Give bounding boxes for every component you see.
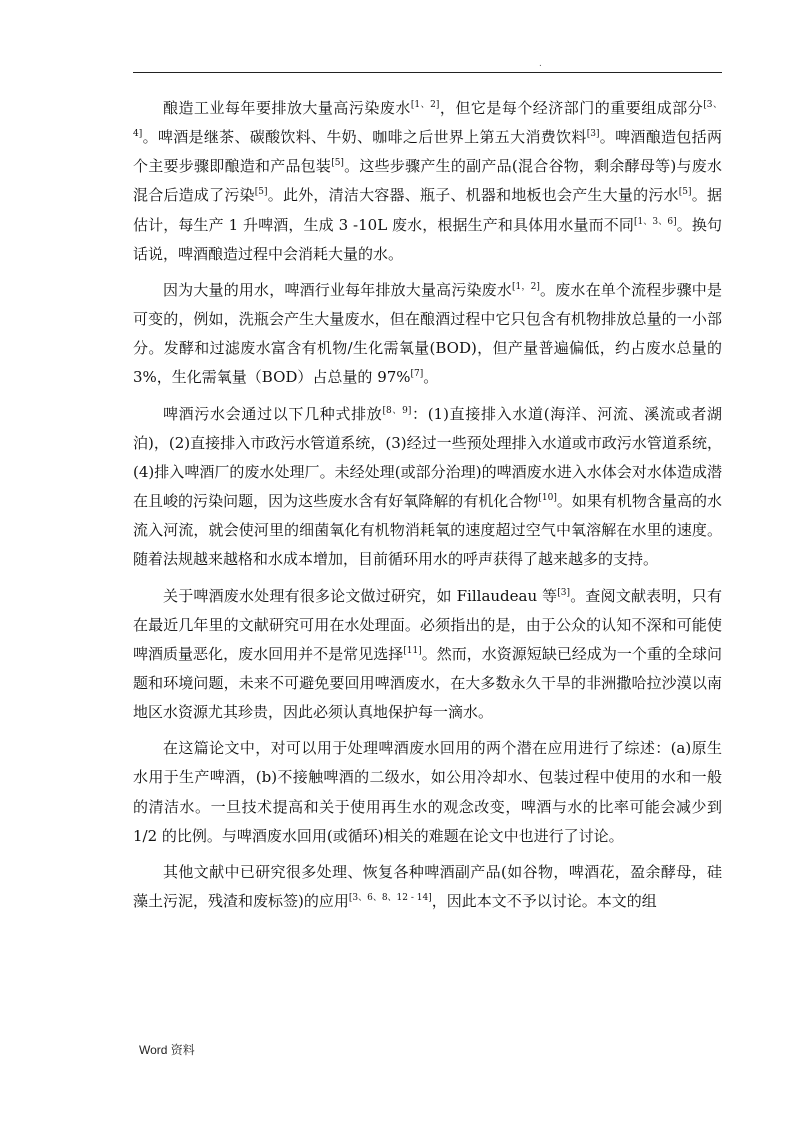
text-segment: 。这些步骤产生的副产品(混合谷物，剩余酵母等)与废水混合后造成了污染 xyxy=(133,157,722,205)
paragraph-3 xyxy=(133,400,722,575)
citation: [3、4] xyxy=(133,100,722,140)
citation: [1，2] xyxy=(512,281,540,292)
paragraph-5 xyxy=(133,734,722,851)
header-mark: . xyxy=(539,58,542,69)
text-segment: 因为大量的用水，啤酒行业每年排放大量高污染废水 xyxy=(163,280,513,299)
paragraph-4 xyxy=(133,582,722,728)
text-segment: 酿造工业每年要排放大量高污染废水 xyxy=(163,99,411,117)
text-segment: 。啤酒酿造包括两个主要步骤即酿造和产品包装 xyxy=(133,128,722,176)
text-segment: 啤酒污水会通过以下几种式排放 xyxy=(163,404,383,423)
citation: [3] xyxy=(586,129,600,140)
text-segment: 。啤酒是继茶、碳酸饮料、牛奶、咖啡之后世界上第五大消费饮料 xyxy=(142,128,587,147)
text-segment: 。然而，水资源短缺已经成为一个重的全球问题和环境问题，未来不可避免要回用啤酒废水，在大多数永久干旱的非洲撒哈拉沙漠以南地区水资源尤其珍贵，因此必须认真地保护每一滴水。 xyxy=(133,644,722,722)
text-segment: 关于啤酒废水处理有很多论文做过研究，如 Fillaudeau 等 xyxy=(163,586,558,605)
citation: [5] xyxy=(254,187,268,198)
citation: [5] xyxy=(678,187,692,198)
citation: [8、9] xyxy=(382,405,412,416)
citation: [10] xyxy=(538,493,557,504)
citation: [3] xyxy=(557,587,571,598)
citation: [1、3、6] xyxy=(633,216,677,227)
text-segment: 。如果有机物含量高的水流入河流，就会使河里的细菌氧化有机物消耗氧的速度超过空气中氧溶解在水里的速度。随着法规越来越格和水成本增加，目前循环用水的呼声获得了越来越多的支持。 xyxy=(133,492,722,569)
text-segment: 在这篇论文中，对可以用于处理啤酒废水回用的两个潜在应用进行了综述：(a)原生水用于生产啤酒，(b)不接触啤酒的二级水，如公用冷却水、包装过程中使用的水和一般的清洁水。一旦技术提高和关于使用再生水的观念改变，啤酒与水的比率可能会减少到 1/2 的比例。与啤酒废水回用(或循环)相关的难题在论文中也进行了讨论。 xyxy=(133,739,722,845)
text-segment: 。据估计，每生产 1 升啤酒，生成 3 -10L 废水，根据生产和具体用水量而不同 xyxy=(133,186,722,234)
footer-label: Word 资料 xyxy=(139,1043,195,1057)
text-segment: 其他文献中已研究很多处理、恢复各种啤酒副产品(如谷物，啤酒花，盈余酵母，硅藻土污泥，残渣和废标签)的应用 xyxy=(133,862,722,911)
text-segment: 。废水在单个流程步骤中是可变的，例如，洗瓶会产生大量废水，但在酿酒过程中它只包含有机物排放总量的一小部分。发酵和过滤废水富含有机物/生化需氧量(BOD)，但产量普遍偏低，约占废水总量的 3%，生化需氧量（BOD）占总量的 97% xyxy=(133,280,722,387)
paragraph-1 xyxy=(133,94,722,269)
citation: [1、2] xyxy=(410,100,440,110)
text-segment: ，但它是每个经济部门的重要组成部分 xyxy=(439,99,704,117)
text-segment: ，因此本文不予以讨论。本文的组 xyxy=(431,892,657,911)
text-segment: 。此外，清洁大容器、瓶子、机器和地板也会产生大量的污水 xyxy=(267,186,679,205)
text-segment: 。 xyxy=(423,368,439,387)
document-body xyxy=(133,94,722,916)
citation: [7] xyxy=(410,369,424,380)
text-segment: 。查阅文献表明，只有在最近几年里的文献研究可用在水处理面。必须指出的是，由于公众的认知不深和可能使啤酒质量恶化，废水回用并不是常见选择 xyxy=(133,586,722,663)
citation: [5] xyxy=(331,158,344,169)
text-segment: ：(1)直接排入水道(海洋、河流、溪流或者湖泊)，(2)直接排入市政污水管道系统，(3)经过一些预处理排入水道或市政污水管道系统，(4)排入啤酒厂的废水处理厂。未经处理(或部分治理)的啤酒废水进入水体会对水体造成潜在且峻的污染问题，因为这些废水含有好氧降解的有机化合物 xyxy=(133,404,722,511)
text-segment: 。换句话说，啤酒酿造过程中会消耗大量的水。 xyxy=(133,215,722,263)
paragraph-2 xyxy=(133,276,722,393)
header-rule xyxy=(133,72,722,73)
citation: [3、6、8、12 - 14] xyxy=(348,893,432,904)
citation: [11] xyxy=(403,645,422,656)
paragraph-6 xyxy=(133,858,722,916)
